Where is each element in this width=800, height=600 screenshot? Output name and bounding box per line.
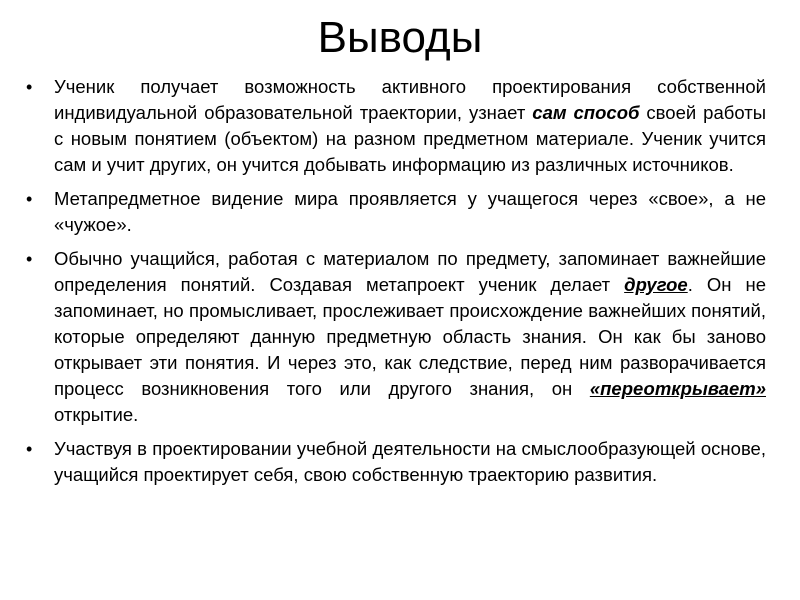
bullet-marker: • xyxy=(26,249,33,269)
bullet-3-text-b: . Он не запоминает, но промысливает, прослеживает происхождение важнейших понятий, которые определяют данную предметную область знания. Он как бы заново открывает эти понятия. И через это, как следствие, перед ним разворачивается процесс возникновения того или другого знания, он xyxy=(54,274,766,399)
bullet-marker: • xyxy=(26,189,33,209)
bullet-item-4 xyxy=(24,436,766,488)
bullet-3-emphasis-rediscovers: «переоткрывает» xyxy=(589,378,766,399)
bullet-marker: • xyxy=(26,77,33,97)
bullet-1-text-a: Ученик получает возможность активного проектирования собственной индивидуальной образовательной траектории, узнает xyxy=(54,76,766,123)
bullet-item-3 xyxy=(24,246,766,428)
bullet-item-2 xyxy=(24,186,766,238)
bullet-3-text-a: Обычно учащийся, работая с материалом по предмету, запоминает важнейшие определения понятий. Создавая метапроект ученик делает xyxy=(54,248,766,295)
bullet-1-emphasis: сам способ xyxy=(532,102,640,123)
bullet-3-emphasis-other: другое xyxy=(624,274,688,295)
bullet-1-text-b: своей работы с новым понятием (объектом) на разном предметном материале. Ученик учится сам и учит других, он учится добывать информацию из различных источников. xyxy=(54,102,766,175)
bullet-item-1 xyxy=(24,74,766,178)
bullet-marker: • xyxy=(26,439,33,459)
bullet-2-text: Метапредметное видение мира проявляется у учащегося через «свое», а не «чужое». xyxy=(54,188,766,235)
bullet-3-text-c: открытие. xyxy=(54,404,139,425)
slide-title: Выводы xyxy=(317,13,483,62)
bullet-list xyxy=(24,74,766,496)
bullet-4-text: Участвуя в проектировании учебной деятельности на смыслообразующей основе, учащийся проектирует себя, свою собственную траекторию развития. xyxy=(54,438,766,485)
